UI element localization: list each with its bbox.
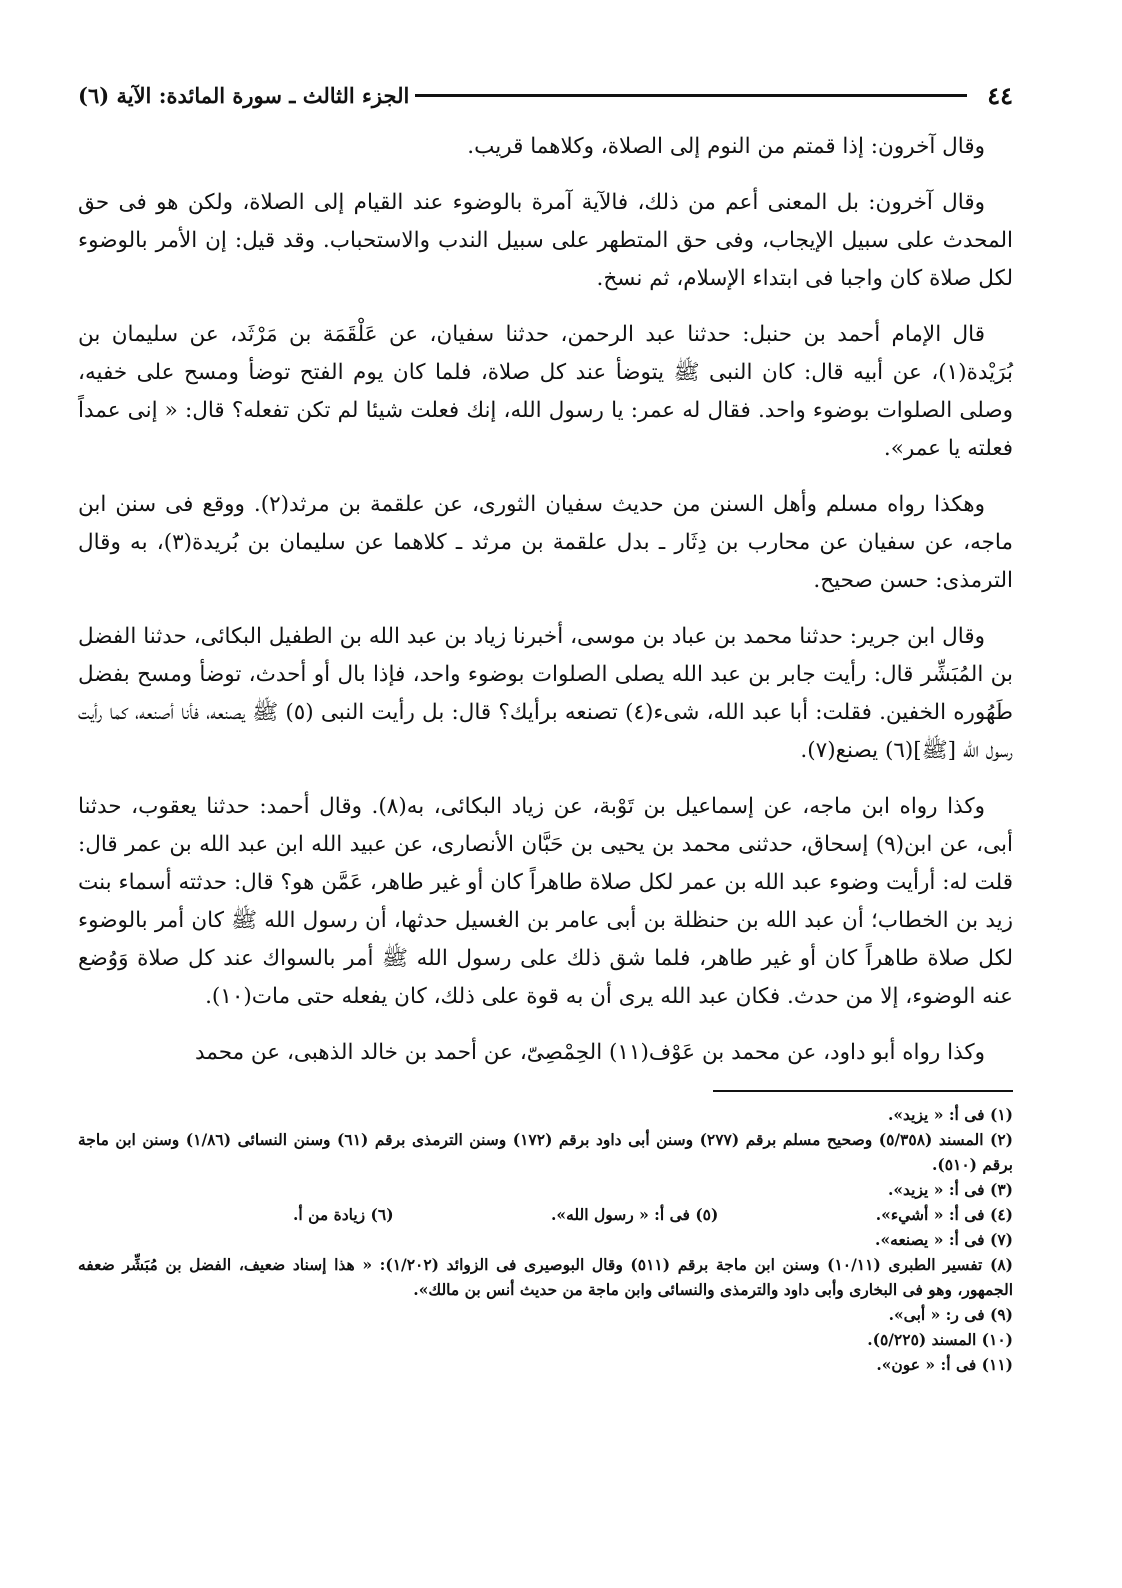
footnote-9: (٩) فى ر: « أبى». bbox=[888, 1305, 1013, 1324]
paragraph-2: وقال آخرون: بل المعنى أعم من ذلك، فالآية آمرة بالوضوء عند القيام إلى الصلاة، ولكن هو فى حق المحدث على سبيل الإيجاب، وفى حق المتطهر على سبيل الندب والاستحباب. وقد قيل: إن الأمر بالوضوء لكل صلاة كان واجبا فى ابتداء الإسلام، ثم نسخ. bbox=[78, 190, 1013, 291]
footnote-5: (٥) فى أ: « رسول الله». bbox=[551, 1205, 719, 1224]
running-title: الجزء الثالث ـ سورة المائدة: الآية (٦) bbox=[78, 82, 410, 108]
running-header bbox=[78, 72, 1013, 118]
main-text bbox=[78, 128, 1013, 1072]
page-number: ٤٤ bbox=[987, 80, 1013, 110]
footnote-4: (٤) فى أ: « أشيء». bbox=[875, 1205, 1013, 1224]
footnote-6: (٦) زيادة من أ. bbox=[293, 1205, 394, 1224]
footnote-row-4-6 bbox=[293, 1202, 1013, 1227]
footnotes bbox=[78, 1102, 1013, 1377]
footnote-separator bbox=[713, 1090, 1013, 1092]
book-page bbox=[78, 72, 1013, 1377]
paragraph-5: وقال ابن جرير: حدثنا محمد بن عباد بن موسى، أخبرنا زياد بن عبد الله بن الطفيل البكائى، حدثنا الفضل بن المُبَشِّر قال: رأيت جابر بن عبد الله يصلى الصلوات بوضوء واحد، فإذا بال أو أحدث، توضأ ومسح بفضل طَهُوره الخفين. فقلت: أبا عبد الله، شىء(٤) تصنعه برأيك؟ قال: بل رأيت النبى (٥) ﷺ يصنعه، فأنا أصنعه، كما رأيت رسول الله [ﷺ](٦) يصنع(٧). bbox=[78, 624, 1013, 763]
footnote-1: (١) فى أ: « يزيد». bbox=[887, 1105, 1013, 1124]
paragraph-1: وقال آخرون: إذا قمتم من النوم إلى الصلاة، وكلاهما قريب. bbox=[467, 134, 985, 159]
footnote-3: (٣) فى أ: « يزيد». bbox=[887, 1180, 1013, 1199]
header-rule bbox=[415, 94, 967, 97]
footnote-2: (٢) المسند (٥/٣٥٨) وصحيح مسلم برقم (٢٧٧) وسنن أبى داود برقم (١٧٢) وسنن الترمذى برقم (٦١) وسنن النسائى (١/٨٦) وسنن ابن ماجة برقم (٥١٠). bbox=[78, 1130, 1014, 1174]
paragraph-7: وكذا رواه أبو داود، عن محمد بن عَوْف(١١) الحِمْصِىّ، عن أحمد بن خالد الذهبى، عن محمد bbox=[194, 1040, 985, 1065]
footnote-10: (١٠) المسند (٥/٢٢٥). bbox=[867, 1330, 1013, 1349]
footnote-8: (٨) تفسير الطبرى (١٠/١١) وسنن ابن ماجة برقم (٥١١) وقال البوصيرى فى الزوائد (١/٢٠٢): « هذا إسناد ضعيف، الفضل بن مُبَشِّر ضعفه الجمهور، وهو فى البخارى وأبى داود والترمذى والنسائى وابن ماجة من حديث أنس بن مالك». bbox=[78, 1255, 1014, 1299]
paragraph-3: قال الإمام أحمد بن حنبل: حدثنا عبد الرحمن، حدثنا سفيان، عن عَلْقَمَة بن مَرْثَد، عن سليمان بن بُرَيْدة(١)، عن أبيه قال: كان النبى ﷺ يتوضأ عند كل صلاة، فلما كان يوم الفتح توضأ ومسح على خفيه، وصلى الصلوات بوضوء واحد. فقال له عمر: يا رسول الله، إنك فعلت شيئا لم تكن تفعله؟ قال: « إنى عمداً فعلته يا عمر». bbox=[78, 322, 1013, 461]
footnote-7: (٧) فى أ: « يصنعه». bbox=[875, 1230, 1013, 1249]
paragraph-6: وكذا رواه ابن ماجه، عن إسماعيل بن تَوْبة، عن زياد البكائى، به(٨). وقال أحمد: حدثنا يعقوب، حدثنا أبى، عن ابن(٩) إسحاق، حدثنى محمد بن يحيى بن حَبَّان الأنصارى، عن عبيد الله ابن عبد الله بن عمر قال: قلت له: أرأيت وضوء عبد الله بن عمر لكل صلاة طاهراً كان أو غير طاهر، عَمَّن هو؟ قال: حدثته أسماء بنت زيد بن الخطاب؛ أن عبد الله بن حنظلة بن أبى عامر بن الغسيل حدثها، أن رسول الله ﷺ كان أمر بالوضوء لكل صلاة طاهراً كان أو غير طاهر، فلما شق ذلك على رسول الله ﷺ أمر بالسواك عند كل صلاة وَوُضع عنه الوضوء، إلا من حدث. فكان عبد الله يرى أن به قوة على ذلك، كان يفعله حتى مات(١٠). bbox=[78, 794, 1013, 1009]
footnote-11: (١١) فى أ: « عون». bbox=[876, 1355, 1013, 1374]
paragraph-4: وهكذا رواه مسلم وأهل السنن من حديث سفيان الثورى، عن علقمة بن مرثد(٢). ووقع فى سنن ابن ماجه، عن سفيان عن محارب بن دِثَار ـ بدل علقمة بن مرثد ـ كلاهما عن سليمان بن بُريدة(٣)، به وقال الترمذى: حسن صحيح. bbox=[78, 492, 1013, 593]
